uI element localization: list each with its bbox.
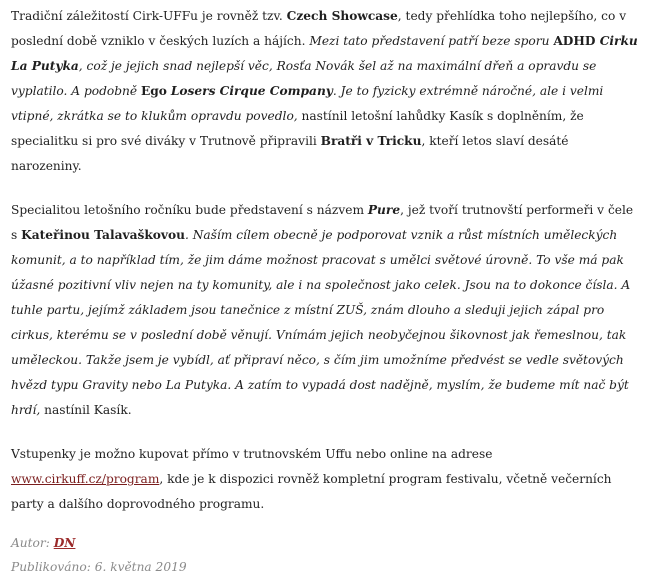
text-run: Losers Cirque Company <box>170 84 333 98</box>
text-run: , což je jejich snad nejlepší věc, Rosťa Novák šel až na maximální dřeň a opravdu se vyplatilo. A podobně <box>11 59 597 98</box>
paragraph-tickets <box>11 442 641 517</box>
text-run: nastínil letošní lahůdky Kasík s doplněním, že specialitku si pro své diváky v Trutnově připravili <box>11 109 584 148</box>
text-run: . Je to fyzicky extrémně náročné, ale i velmi vtipné, zkrátka se to klukům opravdu povedlo, <box>11 84 604 123</box>
author-label: Autor: <box>11 536 54 550</box>
article-meta <box>11 531 641 579</box>
text-run: . Naším cílem obecně je podporovat vznik a růst místních uměleckých komunit, a to například tím, že jim dáme možnost pracovat s umělci světové úrovně. To vše má pak úžasné pozitivní vliv nejen na ty komunity, ale i na společnost jako celek. Jsou na to dokonce čísla. A tuhle partu, jejímž základem jsou tanečnice z místní ZUŠ, znám dlouho a sleduji jejich zápal pro cirkus, kterému se v poslední době věnují. Vnímám jejich neobyčejnou šikovnost jak řemeslnou, tak uměleckou. Takže jsem je vybídl, ať připraví něco, s čím jim umožníme předvést se vedle světových hvězd typu Gravity nebo La Putyka. A zatím to vypadá dost nadějně, myslím, že budeme mít nač být hrdí, <box>11 228 631 417</box>
text-run: Tradiční záležitostí Cirk-UFFu je rovněž tzv. <box>11 9 287 23</box>
tickets-text-before: Vstupenky je možno kupovat přímo v trutnovském Uffu nebo online na adrese <box>11 447 493 461</box>
program-link[interactable]: www.cirkuff.cz/program <box>11 472 160 486</box>
text-run: Pure <box>367 203 401 217</box>
text-run: Ego <box>141 84 167 98</box>
text-run: nastínil Kasík. <box>40 403 132 417</box>
published-date: Publikováno: 6. května 2019 <box>11 560 187 574</box>
paragraph-czech-showcase <box>11 4 641 179</box>
text-run: , jež tvoří trutnovští performeři v čele s <box>11 203 634 242</box>
text-run: Cirku La Putyka <box>11 34 638 73</box>
paragraph-pure <box>11 198 641 423</box>
text-run: , tedy přehlídka toho nejlepšího, co v poslední době vzniklo v českých luzích a hájích. <box>11 9 627 48</box>
text-run: Kateřinou Talavaškovou <box>21 228 185 242</box>
text-run: Bratři v Tricku <box>320 134 422 148</box>
text-run: Czech Showcase <box>286 9 398 23</box>
text-run: ADHD <box>553 34 600 48</box>
text-run: , kteří letos slaví desáté narozeniny. <box>11 134 569 173</box>
author-line <box>11 531 641 555</box>
author-link[interactable]: DN <box>53 536 76 550</box>
text-run: Mezi tato představení patří beze sporu <box>309 34 554 48</box>
tickets-text-after: , kde je k dispozici rovněž kompletní program festivalu, včetně večerních party a dalšího doprovodného programu. <box>11 472 612 511</box>
text-run: Specialitou letošního ročníku bude představení s názvem <box>11 203 368 217</box>
